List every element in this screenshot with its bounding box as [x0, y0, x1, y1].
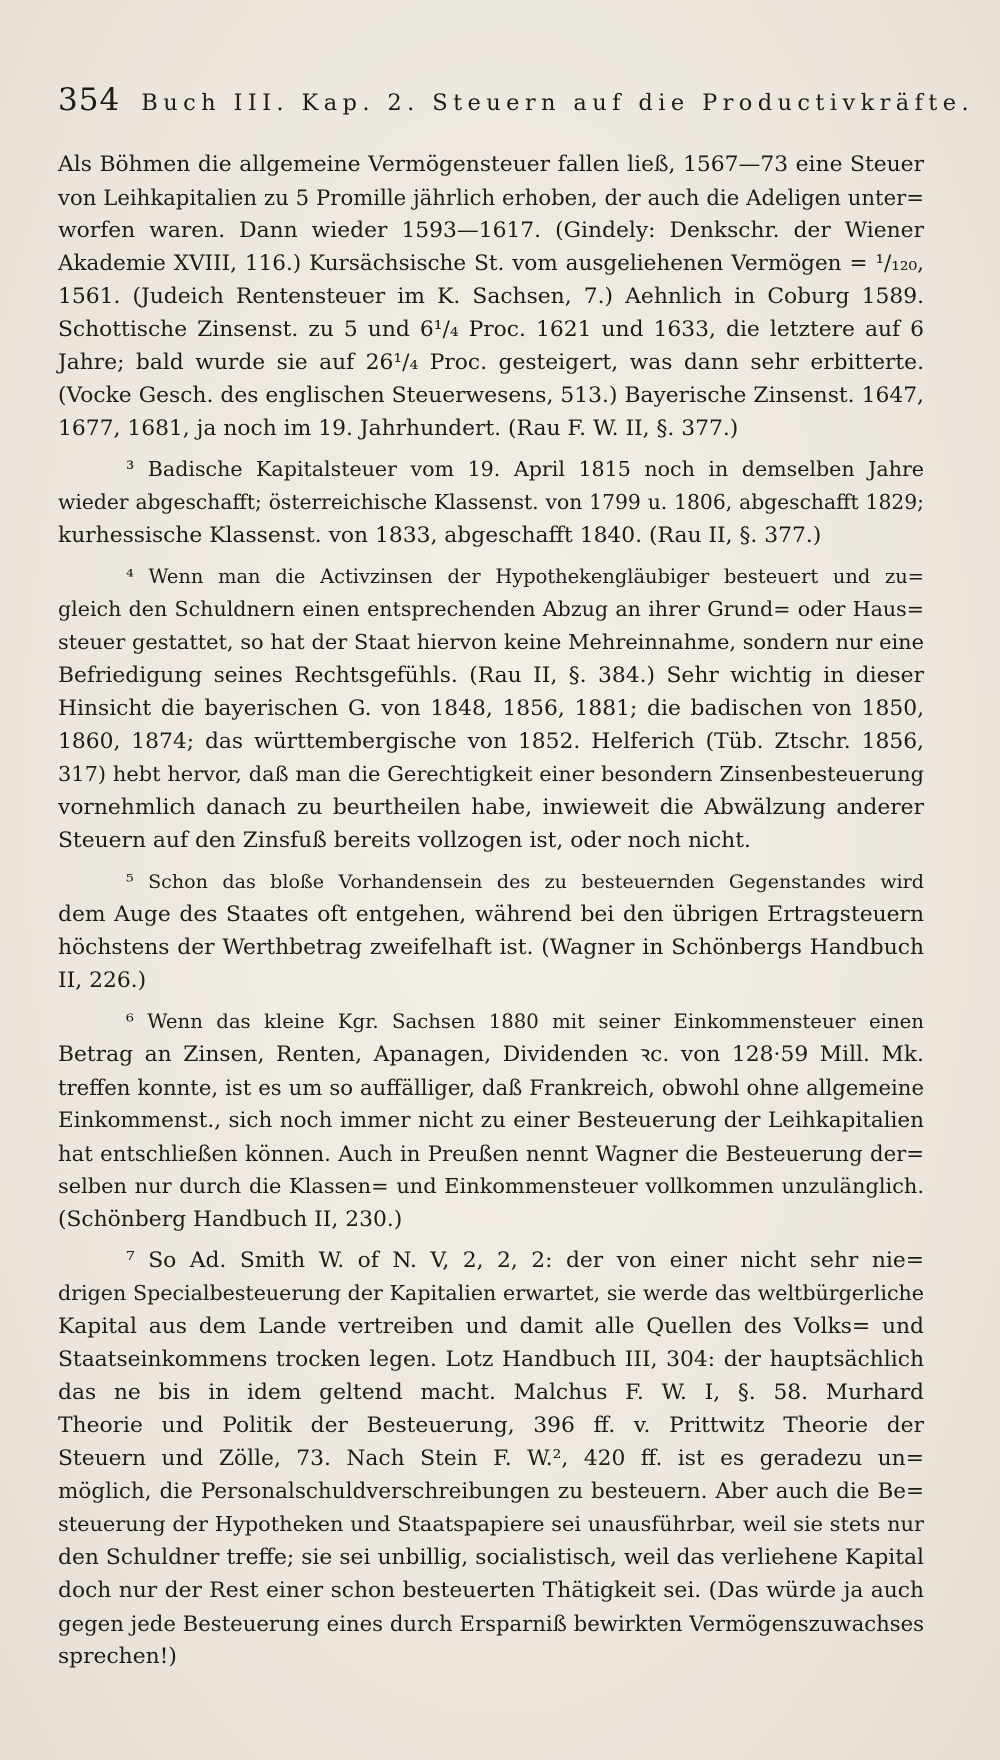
footnote-7: [58, 1244, 924, 1673]
text-line: steuer gestattet, so hat der Staat hiervon keine Mehreinnahme, sondern nur eine: [58, 630, 924, 654]
text-line: Theorie und Politik der Besteuerung, 396 ff. v. Prittwitz Theorie der: [58, 1413, 924, 1438]
text-line: 317) hebt hervor, daß man die Gerechtigkeit einer besondern Zinsenbesteuerung: [58, 762, 924, 786]
running-head: Buch III. Kap. 2. Steuern auf die Productivkräfte.: [141, 90, 975, 116]
text-line: dem Auge des Staates oft entgehen, während bei den übrigen Ertragsteuern: [58, 902, 924, 927]
text-line: kurhessische Klassenst. von 1833, abgeschafft 1840. (Rau II, §. 377.): [58, 523, 822, 548]
text-line: höchstens der Werthbetrag zweifelhaft ist. (Wagner in Schönbergs Handbuch: [58, 935, 924, 960]
footnotes-body: [58, 148, 924, 1673]
text-line: worfen waren. Dann wieder 1593—1617. (Gindely: Denkschr. der Wiener: [58, 218, 924, 243]
text-line: ⁶ Wenn das kleine Kgr. Sachsen 1880 mit seiner Einkommensteuer einen: [126, 1010, 924, 1033]
text-line: selben nur durch die Klassen= und Einkommensteuer vollkommen unzulänglich.: [58, 1174, 924, 1198]
text-line: den Schuldner treffe; sie sei unbillig, socialistisch, weil das verliehene Kapital: [58, 1545, 924, 1570]
text-line: das ne bis in idem geltend macht. Malchus F. W. I, §. 58. Murhard: [58, 1380, 924, 1405]
text-line: ³ Badische Kapitalsteuer vom 19. April 1815 noch in demselben Jahre: [126, 457, 924, 481]
text-line: steuerung der Hypotheken und Staatspapiere sei unausführbar, weil sie stets nur: [58, 1512, 924, 1536]
text-line: sprechen!): [58, 1644, 177, 1669]
text-line: II, 226.): [58, 968, 147, 993]
page-header: [58, 82, 975, 122]
text-line: vornehmlich danach zu beurtheilen habe, inwieweit die Abwälzung anderer: [58, 795, 924, 820]
footnote-5: [58, 865, 924, 997]
text-line: Steuern auf den Zinsfuß bereits vollzogen ist, oder noch nicht.: [58, 828, 751, 853]
text-line: Jahre; bald wurde sie auf 26¹/₄ Proc. gesteigert, was dann sehr erbitterte.: [58, 350, 924, 375]
text-line: treffen konnte, ist es um so auffälliger, daß Frankreich, obwohl ohne allgemeine: [58, 1075, 924, 1100]
text-line: 1860, 1874; das württembergische von 1852. Helferich (Tüb. Ztschr. 1856,: [58, 729, 924, 754]
text-line: doch nur der Rest einer schon besteuerten Thätigkeit sei. (Das würde ja auch: [58, 1578, 924, 1603]
footnote-4: [58, 560, 924, 857]
text-line: Befriedigung seines Rechtsgefühls. (Rau II, §. 384.) Sehr wichtig in dieser: [58, 663, 924, 688]
text-line: möglich, die Personalschuldverschreibungen zu besteuern. Aber auch die Be=: [58, 1479, 924, 1504]
text-line: Staatseinkommens trocken legen. Lotz Handbuch III, 304: der hauptsächlich: [58, 1347, 924, 1372]
text-line: gleich den Schuldnern einen entsprechenden Abzug an ihrer Grund= oder Haus=: [58, 597, 924, 621]
text-line: 1677, 1681, ja noch im 19. Jahrhundert. (Rau F. W. II, §. 377.): [58, 416, 739, 441]
text-line: ⁵ Schon das bloße Vorhandensein des zu besteuernden Gegenstandes wird: [126, 870, 924, 893]
footnote-continued: [58, 148, 924, 445]
text-line: Steuern und Zölle, 73. Nach Stein F. W.², 420 ff. ist es geradezu un=: [58, 1446, 924, 1471]
text-line: Betrag an Zinsen, Renten, Apanagen, Dividenden ꝛc. von 128·59 Mill. Mk.: [58, 1042, 924, 1067]
text-line: Als Böhmen die allgemeine Vermögensteuer fallen ließ, 1567—73 eine Steuer: [58, 152, 924, 177]
text-line: drigen Specialbesteuerung der Kapitalien erwartet, sie werde das weltbürgerliche: [58, 1281, 924, 1305]
text-line: 1561. (Judeich Rentensteuer im K. Sachsen, 7.) Aehnlich in Coburg 1589.: [58, 284, 924, 309]
page-number: 354: [58, 82, 121, 118]
text-line: ⁴ Wenn man die Activzinsen der Hypothekengläubiger besteuert und zu=: [126, 565, 924, 588]
footnote-6: [58, 1005, 924, 1236]
text-line: Akademie XVIII, 116.) Kursächsische St. vom ausgeliehenen Vermögen = ¹/₁₂₀,: [58, 251, 924, 276]
text-line: hat entschließen können. Auch in Preußen nennt Wagner die Besteuerung der=: [58, 1141, 924, 1166]
text-line: Schottische Zinsenst. zu 5 und 6¹/₄ Proc. 1621 und 1633, die letztere auf 6: [58, 317, 924, 342]
text-line: Kapital aus dem Lande vertreiben und damit alle Quellen des Volks= und: [58, 1314, 924, 1339]
text-line: gegen jede Besteuerung eines durch Ersparniß bewirkten Vermögenszuwachses: [58, 1611, 924, 1636]
text-line: Einkommenst., sich noch immer nicht zu einer Besteuerung der Leihkapitalien: [58, 1108, 924, 1133]
text-line: (Vocke Gesch. des englischen Steuerwesens, 513.) Bayerische Zinsenst. 1647,: [58, 383, 924, 408]
text-line: ⁷ So Ad. Smith W. of N. V, 2, 2, 2: der von einer nicht sehr nie=: [126, 1248, 924, 1273]
text-line: Hinsicht die bayerischen G. von 1848, 1856, 1881; die badischen von 1850,: [58, 696, 924, 721]
text-line: wieder abgeschafft; österreichische Klassenst. von 1799 u. 1806, abgeschafft 1829;: [58, 490, 924, 514]
text-line: von Leihkapitalien zu 5 Promille jährlich erhoben, der auch die Adeligen unter=: [58, 185, 924, 210]
footnote-3: [58, 453, 924, 552]
text-line: (Schönberg Handbuch II, 230.): [58, 1207, 403, 1232]
